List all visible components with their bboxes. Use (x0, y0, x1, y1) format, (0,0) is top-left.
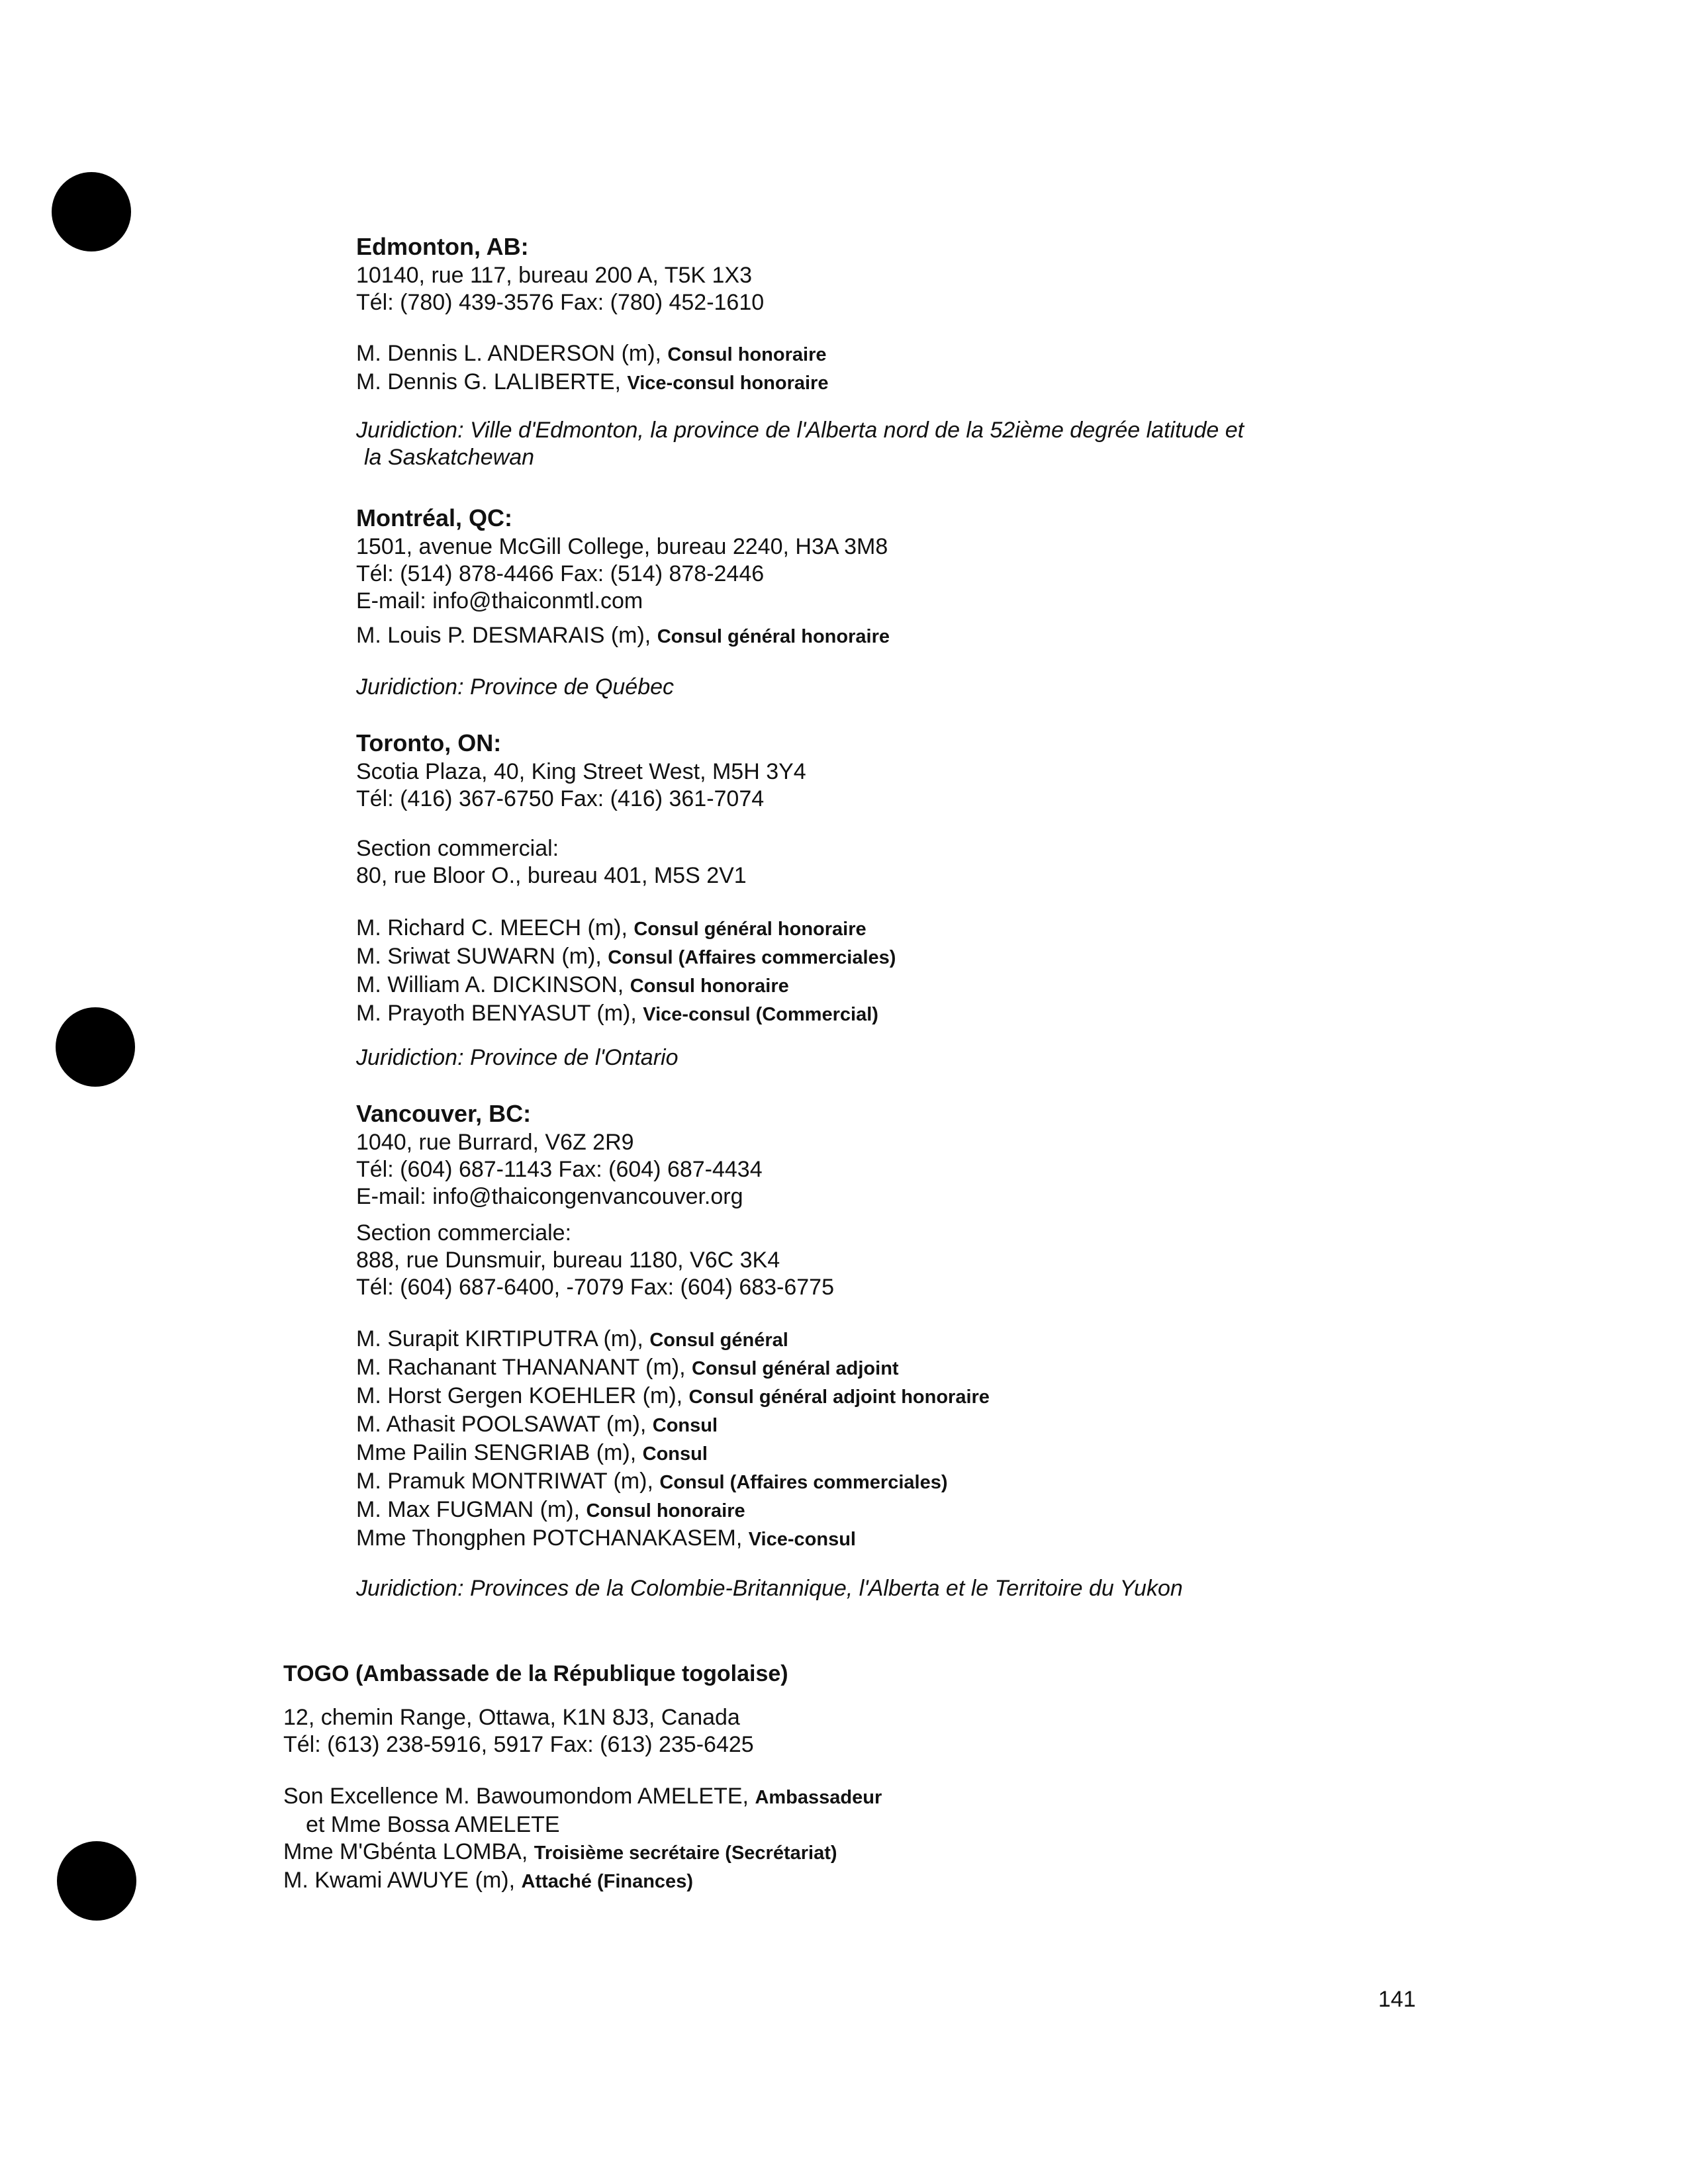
staff-entry: M. Pramuk MONTRIWAT (m), Consul (Affaires commerciales) (356, 1469, 948, 1494)
staff-entry: M. Rachanant THANANANT (m), Consul général adjoint (356, 1355, 899, 1380)
montreal-address: 1501, avenue McGill College, bureau 2240, H3A 3M8 (356, 534, 888, 559)
vancouver-address: 1040, rue Burrard, V6Z 2R9 (356, 1130, 634, 1155)
staff-entry: Mme M'Gbénta LOMBA, Troisième secrétaire (Secrétariat) (283, 1839, 837, 1864)
page-number: 141 (1378, 1987, 1416, 2012)
vancouver-heading: Vancouver, BC: (356, 1100, 532, 1127)
staff-entry: M. Surapit KIRTIPUTRA (m), Consul général (356, 1326, 788, 1351)
montreal-email: E-mail: info@thaiconmtl.com (356, 588, 643, 614)
montreal-jurisdiction: Juridiction: Province de Québec (356, 674, 675, 700)
staff-entry: M. Athasit POOLSAWAT (m), Consul (356, 1412, 718, 1437)
staff-entry: M. Max FUGMAN (m), Consul honoraire (356, 1497, 745, 1522)
toronto-heading: Toronto, ON: (356, 729, 502, 756)
toronto-phone: Tél: (416) 367-6750 Fax: (416) 361-7074 (356, 786, 765, 811)
vancouver-jurisdiction: Juridiction: Provinces de la Colombie-Britannique, l'Alberta et le Territoire du Yukon (356, 1576, 1183, 1601)
toronto-jurisdiction: Juridiction: Province de l'Ontario (356, 1045, 679, 1070)
staff-entry: M. Dennis L. ANDERSON (m), Consul honoraire (356, 341, 827, 366)
toronto-staff-list (356, 915, 896, 1028)
montreal-section (356, 503, 888, 615)
vancouver-email: E-mail: info@thaicongenvancouver.org (356, 1184, 743, 1209)
staff-entry: M. Kwami AWUYE (m), Attaché (Finances) (283, 1868, 693, 1893)
togo-phone: Tél: (613) 238-5916, 5917 Fax: (613) 235-6425 (283, 1732, 754, 1757)
staff-entry: Son Excellence M. Bawoumondom AMELETE, Ambassadeur (283, 1784, 882, 1809)
vancouver-staff-list (356, 1326, 990, 1553)
staff-entry: Mme Pailin SENGRIAB (m), Consul (356, 1440, 708, 1465)
edmonton-address: 10140, rue 117, bureau 200 A, T5K 1X3 (356, 263, 752, 288)
edmonton-jurisdiction: Juridiction: Ville d'Edmonton, la province de l'Alberta nord de la 52ième degrée latitude et la Saskatchewan (356, 418, 1244, 470)
staff-entry: M. Dennis G. LALIBERTE, Vice-consul honoraire (356, 369, 829, 394)
togo-staff-list (283, 1783, 882, 1895)
edmonton-staff-list (356, 340, 828, 397)
staff-entry-spouse: et Mme Bossa AMELETE (306, 1812, 560, 1837)
staff-entry: M. Richard C. MEECH (m), Consul général honoraire (356, 915, 867, 940)
staff-entry: Mme Thongphen POTCHANAKASEM, Vice-consul (356, 1525, 856, 1551)
staff-entry: M. William A. DICKINSON, Consul honoraire (356, 972, 789, 997)
vancouver-commercial: Section commerciale: 888, rue Dunsmuir, bureau 1180, V6C 3K4 Tél: (604) 687-6400, -7079 Fax: (604) 683-6775 (356, 1220, 835, 1300)
staff-entry: M. Sriwat SUWARN (m), Consul (Affaires commerciales) (356, 944, 896, 969)
togo-address: 12, chemin Range, Ottawa, K1N 8J3, Canada (283, 1705, 740, 1730)
edmonton-heading: Edmonton, AB: (356, 233, 529, 260)
edmonton-section (356, 232, 764, 316)
montreal-heading: Montréal, QC: (356, 504, 513, 531)
togo-contact (283, 1704, 754, 1758)
staff-entry: M. Prayoth BENYASUT (m), Vice-consul (Commercial) (356, 1001, 878, 1026)
edmonton-phone: Tél: (780) 439-3576 Fax: (780) 452-1610 (356, 290, 765, 315)
vancouver-phone: Tél: (604) 687-1143 Fax: (604) 687-4434 (356, 1157, 763, 1182)
toronto-commercial: Section commercial: 80, rue Bloor O., bureau 401, M5S 2V1 (356, 836, 747, 888)
montreal-staff-list (356, 622, 890, 651)
toronto-address: Scotia Plaza, 40, King Street West, M5H 3Y4 (356, 759, 806, 784)
staff-entry: M. Horst Gergen KOEHLER (m), Consul général adjoint honoraire (356, 1383, 990, 1408)
vancouver-section (356, 1099, 763, 1210)
montreal-phone: Tél: (514) 878-4466 Fax: (514) 878-2446 (356, 561, 765, 586)
staff-entry: M. Louis P. DESMARAIS (m), Consul général honoraire (356, 623, 890, 648)
toronto-section (356, 728, 806, 813)
togo-heading: TOGO (Ambassade de la République togolaise) (283, 1661, 788, 1686)
